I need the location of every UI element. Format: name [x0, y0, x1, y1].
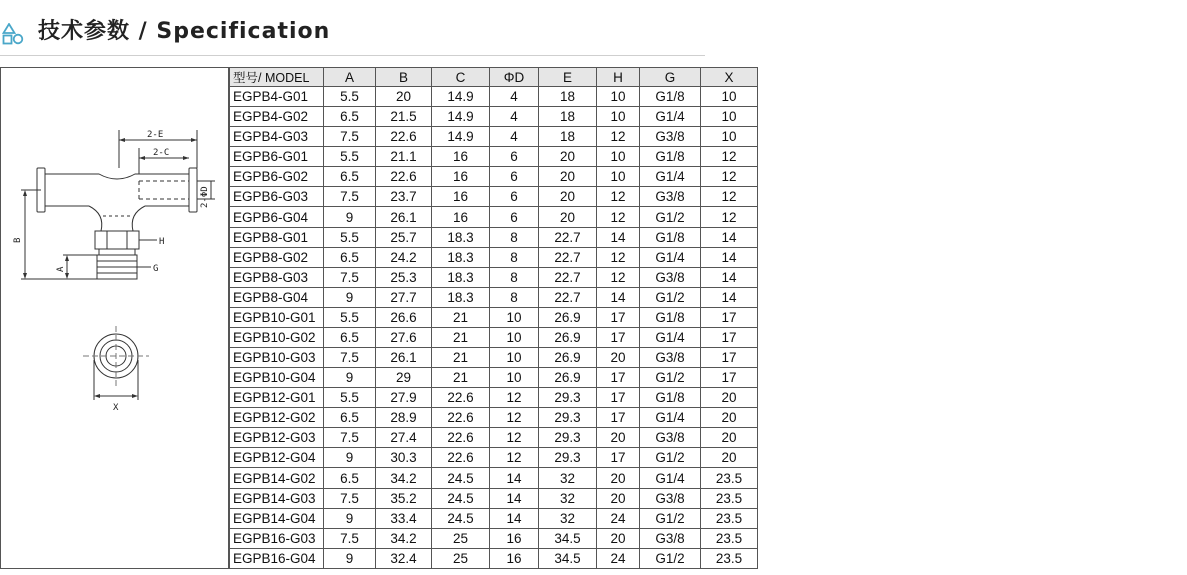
- model-cell: EGPB12-G01: [230, 388, 324, 408]
- value-cell: 10: [490, 307, 539, 327]
- value-cell: 9: [324, 508, 376, 528]
- value-cell: 14: [490, 508, 539, 528]
- technical-drawing-panel: [0, 67, 229, 569]
- table-row: [230, 468, 758, 488]
- column-header: G: [640, 68, 701, 87]
- value-cell: 23.5: [701, 488, 758, 508]
- value-cell: 7.5: [324, 348, 376, 368]
- model-cell: EGPB12-G04: [230, 448, 324, 468]
- table-row: [230, 528, 758, 548]
- table-row: [230, 247, 758, 267]
- value-cell: 10: [490, 327, 539, 347]
- value-cell: 17: [597, 388, 640, 408]
- dim-label-h: H: [159, 237, 165, 247]
- value-cell: 16: [432, 147, 490, 167]
- value-cell: 20: [539, 187, 597, 207]
- value-cell: 24: [597, 508, 640, 528]
- model-cell: EGPB8-G02: [230, 247, 324, 267]
- dim-label-e: 2-E: [147, 130, 164, 140]
- value-cell: 12: [597, 207, 640, 227]
- value-cell: 27.6: [376, 327, 432, 347]
- value-cell: 8: [490, 247, 539, 267]
- value-cell: 23.5: [701, 468, 758, 488]
- value-cell: 20: [539, 207, 597, 227]
- value-cell: 18.3: [432, 227, 490, 247]
- value-cell: G1/8: [640, 147, 701, 167]
- table-row: [230, 107, 758, 127]
- model-cell: EGPB8-G01: [230, 227, 324, 247]
- value-cell: G3/8: [640, 127, 701, 147]
- value-cell: G1/8: [640, 227, 701, 247]
- value-cell: 10: [597, 147, 640, 167]
- value-cell: 14: [597, 227, 640, 247]
- value-cell: G3/8: [640, 267, 701, 287]
- tee-fitting-drawing: [1, 68, 228, 568]
- value-cell: 30.3: [376, 448, 432, 468]
- value-cell: 21: [432, 368, 490, 388]
- value-cell: 5.5: [324, 388, 376, 408]
- value-cell: 17: [597, 307, 640, 327]
- value-cell: G3/8: [640, 528, 701, 548]
- value-cell: 21: [432, 348, 490, 368]
- value-cell: 29.3: [539, 388, 597, 408]
- value-cell: 24: [597, 548, 640, 568]
- value-cell: 22.6: [376, 127, 432, 147]
- value-cell: 25.3: [376, 267, 432, 287]
- value-cell: 20: [701, 428, 758, 448]
- value-cell: 14: [701, 267, 758, 287]
- value-cell: 14: [490, 488, 539, 508]
- value-cell: 20: [539, 167, 597, 187]
- value-cell: G3/8: [640, 187, 701, 207]
- specification-table: [229, 67, 758, 569]
- model-cell: EGPB4-G02: [230, 107, 324, 127]
- column-header: A: [324, 68, 376, 87]
- value-cell: 6.5: [324, 468, 376, 488]
- value-cell: 34.2: [376, 468, 432, 488]
- value-cell: 8: [490, 287, 539, 307]
- value-cell: 21: [432, 327, 490, 347]
- value-cell: 16: [432, 187, 490, 207]
- value-cell: G1/2: [640, 508, 701, 528]
- value-cell: 10: [701, 87, 758, 107]
- value-cell: 24.5: [432, 468, 490, 488]
- value-cell: 16: [432, 207, 490, 227]
- value-cell: 27.7: [376, 287, 432, 307]
- value-cell: 26.6: [376, 307, 432, 327]
- value-cell: G3/8: [640, 488, 701, 508]
- value-cell: 26.9: [539, 327, 597, 347]
- value-cell: 9: [324, 287, 376, 307]
- model-cell: EGPB8-G03: [230, 267, 324, 287]
- model-cell: EGPB14-G04: [230, 508, 324, 528]
- value-cell: G1/2: [640, 368, 701, 388]
- value-cell: 22.6: [376, 167, 432, 187]
- table-row: [230, 267, 758, 287]
- value-cell: 22.7: [539, 247, 597, 267]
- model-cell: EGPB16-G04: [230, 548, 324, 568]
- table-row: [230, 448, 758, 468]
- value-cell: 10: [490, 368, 539, 388]
- value-cell: 12: [701, 187, 758, 207]
- value-cell: 18.3: [432, 247, 490, 267]
- value-cell: G1/4: [640, 468, 701, 488]
- table-row: [230, 408, 758, 428]
- model-cell: EGPB14-G03: [230, 488, 324, 508]
- value-cell: 12: [597, 187, 640, 207]
- table-row: [230, 488, 758, 508]
- value-cell: 14: [701, 227, 758, 247]
- value-cell: 32.4: [376, 548, 432, 568]
- value-cell: 24.5: [432, 488, 490, 508]
- value-cell: G1/4: [640, 247, 701, 267]
- value-cell: 26.9: [539, 307, 597, 327]
- shapes-logo-icon: [2, 23, 24, 45]
- value-cell: 29.3: [539, 428, 597, 448]
- table-row: [230, 87, 758, 107]
- value-cell: 14: [597, 287, 640, 307]
- value-cell: 22.7: [539, 267, 597, 287]
- table-row: [230, 508, 758, 528]
- value-cell: 25.7: [376, 227, 432, 247]
- value-cell: 16: [490, 548, 539, 568]
- value-cell: 10: [701, 127, 758, 147]
- value-cell: 16: [490, 528, 539, 548]
- value-cell: 14: [701, 247, 758, 267]
- model-cell: EGPB12-G03: [230, 428, 324, 448]
- value-cell: 6: [490, 207, 539, 227]
- table-row: [230, 147, 758, 167]
- value-cell: 14: [701, 287, 758, 307]
- value-cell: 10: [597, 167, 640, 187]
- column-header: H: [597, 68, 640, 87]
- table-body: [230, 87, 758, 569]
- value-cell: 12: [597, 127, 640, 147]
- value-cell: 24.5: [432, 508, 490, 528]
- model-cell: EGPB6-G02: [230, 167, 324, 187]
- value-cell: 8: [490, 267, 539, 287]
- value-cell: 34.5: [539, 548, 597, 568]
- value-cell: 17: [701, 327, 758, 347]
- value-cell: G3/8: [640, 348, 701, 368]
- model-cell: EGPB16-G03: [230, 528, 324, 548]
- value-cell: 6.5: [324, 408, 376, 428]
- value-cell: 7.5: [324, 267, 376, 287]
- value-cell: 7.5: [324, 187, 376, 207]
- model-cell: EGPB12-G02: [230, 408, 324, 428]
- model-cell: EGPB8-G04: [230, 287, 324, 307]
- value-cell: G1/4: [640, 327, 701, 347]
- value-cell: 12: [490, 408, 539, 428]
- model-cell: EGPB6-G01: [230, 147, 324, 167]
- value-cell: 10: [597, 107, 640, 127]
- value-cell: 10: [597, 87, 640, 107]
- value-cell: 17: [597, 448, 640, 468]
- column-header: ΦD: [490, 68, 539, 87]
- value-cell: 16: [432, 167, 490, 187]
- value-cell: 14.9: [432, 87, 490, 107]
- value-cell: G1/8: [640, 388, 701, 408]
- value-cell: 32: [539, 508, 597, 528]
- value-cell: 34.2: [376, 528, 432, 548]
- value-cell: 21: [432, 307, 490, 327]
- value-cell: 14: [490, 468, 539, 488]
- column-header: E: [539, 68, 597, 87]
- value-cell: 5.5: [324, 147, 376, 167]
- value-cell: 5.5: [324, 227, 376, 247]
- value-cell: G1/2: [640, 207, 701, 227]
- value-cell: 26.9: [539, 368, 597, 388]
- value-cell: 25: [432, 528, 490, 548]
- dim-label-x: X: [113, 403, 119, 413]
- value-cell: 7.5: [324, 127, 376, 147]
- value-cell: 10: [490, 348, 539, 368]
- value-cell: 4: [490, 107, 539, 127]
- value-cell: 29.3: [539, 448, 597, 468]
- table-row: [230, 287, 758, 307]
- table-row: [230, 227, 758, 247]
- model-cell: EGPB14-G02: [230, 468, 324, 488]
- value-cell: G1/8: [640, 307, 701, 327]
- value-cell: 20: [701, 448, 758, 468]
- value-cell: 12: [701, 167, 758, 187]
- value-cell: 23.5: [701, 548, 758, 568]
- value-cell: 32: [539, 468, 597, 488]
- value-cell: 10: [701, 107, 758, 127]
- value-cell: 32: [539, 488, 597, 508]
- table-row: [230, 348, 758, 368]
- table-row: [230, 548, 758, 568]
- value-cell: 14.9: [432, 127, 490, 147]
- column-header: 型号/ MODEL: [230, 68, 324, 87]
- value-cell: 4: [490, 127, 539, 147]
- value-cell: 18: [539, 87, 597, 107]
- value-cell: 21.1: [376, 147, 432, 167]
- dim-label-g: G: [153, 264, 159, 274]
- value-cell: 7.5: [324, 528, 376, 548]
- table-row: [230, 368, 758, 388]
- table-row: [230, 207, 758, 227]
- value-cell: 7.5: [324, 488, 376, 508]
- value-cell: 6: [490, 147, 539, 167]
- model-cell: EGPB4-G01: [230, 87, 324, 107]
- model-cell: EGPB10-G04: [230, 368, 324, 388]
- model-cell: EGPB6-G03: [230, 187, 324, 207]
- value-cell: 20: [597, 348, 640, 368]
- value-cell: 6.5: [324, 247, 376, 267]
- value-cell: 24.2: [376, 247, 432, 267]
- value-cell: 23.5: [701, 508, 758, 528]
- dim-label-d: 2-ΦD: [200, 186, 210, 208]
- value-cell: 22.6: [432, 448, 490, 468]
- value-cell: 9: [324, 448, 376, 468]
- value-cell: 12: [490, 448, 539, 468]
- value-cell: 4: [490, 87, 539, 107]
- value-cell: 18: [539, 127, 597, 147]
- value-cell: 5.5: [324, 87, 376, 107]
- value-cell: G1/4: [640, 107, 701, 127]
- value-cell: 20: [539, 147, 597, 167]
- value-cell: G1/4: [640, 408, 701, 428]
- model-cell: EGPB10-G01: [230, 307, 324, 327]
- value-cell: 12: [490, 428, 539, 448]
- dim-label-c: 2-C: [153, 148, 170, 158]
- table-row: [230, 428, 758, 448]
- value-cell: 20: [701, 408, 758, 428]
- column-header: X: [701, 68, 758, 87]
- value-cell: 25: [432, 548, 490, 568]
- value-cell: 23.7: [376, 187, 432, 207]
- value-cell: 29: [376, 368, 432, 388]
- value-cell: 8: [490, 227, 539, 247]
- value-cell: 6: [490, 187, 539, 207]
- value-cell: 22.6: [432, 388, 490, 408]
- value-cell: 26.1: [376, 207, 432, 227]
- dim-label-b: B: [13, 237, 23, 243]
- value-cell: 22.7: [539, 227, 597, 247]
- value-cell: 20: [597, 428, 640, 448]
- value-cell: 33.4: [376, 508, 432, 528]
- value-cell: 34.5: [539, 528, 597, 548]
- value-cell: G1/2: [640, 548, 701, 568]
- value-cell: 17: [597, 408, 640, 428]
- page-title: 技术参数 / Specification: [38, 19, 331, 44]
- value-cell: 23.5: [701, 528, 758, 548]
- value-cell: 5.5: [324, 307, 376, 327]
- value-cell: 29.3: [539, 408, 597, 428]
- header-divider: [0, 55, 705, 56]
- table-header-row: [230, 68, 758, 87]
- value-cell: 18.3: [432, 287, 490, 307]
- model-cell: EGPB6-G04: [230, 207, 324, 227]
- model-cell: EGPB10-G03: [230, 348, 324, 368]
- section-header: [0, 10, 705, 50]
- value-cell: 17: [597, 327, 640, 347]
- value-cell: 20: [376, 87, 432, 107]
- value-cell: 22.6: [432, 408, 490, 428]
- value-cell: G1/8: [640, 87, 701, 107]
- value-cell: 20: [701, 388, 758, 408]
- value-cell: 26.9: [539, 348, 597, 368]
- table-row: [230, 187, 758, 207]
- table-row: [230, 307, 758, 327]
- value-cell: G1/2: [640, 448, 701, 468]
- value-cell: 26.1: [376, 348, 432, 368]
- value-cell: 27.4: [376, 428, 432, 448]
- value-cell: 14.9: [432, 107, 490, 127]
- value-cell: 18.3: [432, 267, 490, 287]
- value-cell: 18: [539, 107, 597, 127]
- table-row: [230, 167, 758, 187]
- value-cell: 6.5: [324, 327, 376, 347]
- value-cell: 9: [324, 207, 376, 227]
- column-header: C: [432, 68, 490, 87]
- value-cell: 22.7: [539, 287, 597, 307]
- value-cell: 12: [701, 147, 758, 167]
- value-cell: 9: [324, 368, 376, 388]
- value-cell: 17: [597, 368, 640, 388]
- value-cell: 9: [324, 548, 376, 568]
- value-cell: 20: [597, 528, 640, 548]
- value-cell: 17: [701, 307, 758, 327]
- value-cell: 6.5: [324, 107, 376, 127]
- column-header: B: [376, 68, 432, 87]
- value-cell: 27.9: [376, 388, 432, 408]
- table-row: [230, 327, 758, 347]
- value-cell: 20: [597, 468, 640, 488]
- model-cell: EGPB10-G02: [230, 327, 324, 347]
- value-cell: 12: [597, 247, 640, 267]
- value-cell: 17: [701, 368, 758, 388]
- value-cell: 28.9: [376, 408, 432, 428]
- value-cell: 7.5: [324, 428, 376, 448]
- value-cell: G1/2: [640, 287, 701, 307]
- value-cell: 12: [597, 267, 640, 287]
- value-cell: 35.2: [376, 488, 432, 508]
- value-cell: 12: [490, 388, 539, 408]
- value-cell: 22.6: [432, 428, 490, 448]
- value-cell: G3/8: [640, 428, 701, 448]
- model-cell: EGPB4-G03: [230, 127, 324, 147]
- table-row: [230, 127, 758, 147]
- value-cell: G1/4: [640, 167, 701, 187]
- value-cell: 6: [490, 167, 539, 187]
- value-cell: 6.5: [324, 167, 376, 187]
- value-cell: 21.5: [376, 107, 432, 127]
- value-cell: 20: [597, 488, 640, 508]
- value-cell: 12: [701, 207, 758, 227]
- table-row: [230, 388, 758, 408]
- value-cell: 17: [701, 348, 758, 368]
- dim-label-a: A: [56, 266, 66, 272]
